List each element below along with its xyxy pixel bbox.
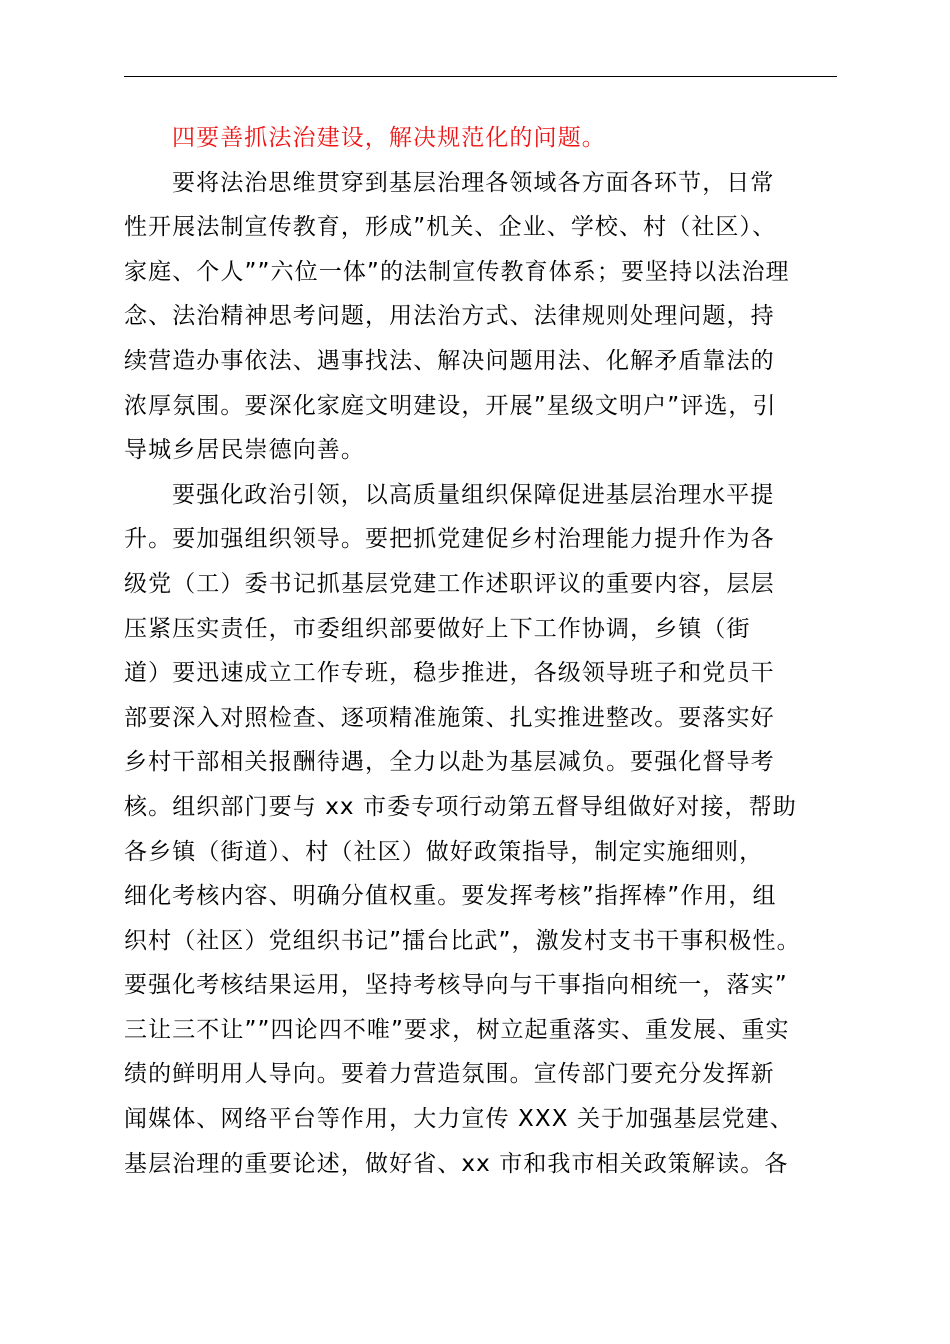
text-line: 性开展法制宣传教育，形成”机关、企业、学校、村（社区）、 bbox=[124, 214, 777, 241]
text-line: 核。组织部门要与 xx 市委专项行动第五督导组做好对接，帮助 bbox=[124, 793, 797, 820]
text-line: 升。要加强组织领导。要把抓党建促乡村治理能力提升作为各 bbox=[124, 526, 775, 553]
text-line: 要强化考核结果运用，坚持考核导向与干事指向相统一，落实” bbox=[124, 972, 788, 999]
text-line: 织村（社区）党组织书记”擂台比武”，激发村支书干事积极性。 bbox=[124, 927, 801, 954]
text-line: 导城乡居民崇德向善。 bbox=[124, 437, 365, 464]
text-line: 乡村干部相关报酬待遇，全力以赴为基层减负。要强化督导考 bbox=[124, 749, 775, 776]
text-line: 部要深入对照检查、逐项精准施策、扎实推进整改。要落实好 bbox=[124, 704, 775, 731]
text-line: 要强化政治引领，以高质量组织保障促进基层治理水平提 bbox=[172, 481, 775, 508]
text-line: 道）要迅速成立工作专班，稳步推进，各级领导班子和党员干 bbox=[124, 660, 775, 687]
document-body bbox=[124, 116, 838, 1186]
text-line: 基层治理的重要论述，做好省、xx 市和我市相关政策解读。各 bbox=[124, 1150, 789, 1177]
text-line: 各乡镇（街道）、村（社区）做好政策指导，制定实施细则， bbox=[124, 838, 764, 865]
text-line: 绩的鲜明用人导向。要着力营造氛围。宣传部门要充分发挥新 bbox=[124, 1061, 775, 1088]
text-line: 闻媒体、网络平台等作用，大力宣传 XXX 关于加强基层党建、 bbox=[124, 1106, 794, 1133]
text-line: 浓厚氛围。要深化家庭文明建设，开展”星级文明户”评选，引 bbox=[124, 392, 777, 419]
text-line: 压紧压实责任，市委组织部要做好上下工作协调，乡镇（街 bbox=[124, 615, 751, 642]
header-rule bbox=[124, 76, 837, 77]
text-line: 续营造办事依法、遇事找法、解决问题用法、化解矛盾靠法的 bbox=[124, 347, 775, 374]
text-line: 细化考核内容、明确分值权重。要发挥考核”指挥棒”作用，组 bbox=[124, 883, 777, 910]
text-line: 念、法治精神思考问题，用法治方式、法律规则处理问题，持 bbox=[124, 303, 775, 330]
text-line: 三让三不让””四论四不唯”要求，树立起重落实、重发展、重实 bbox=[124, 1016, 790, 1043]
text-line: 家庭、个人””六位一体”的法制宣传教育体系；要坚持以法治理 bbox=[124, 258, 790, 285]
section-heading: 四要善抓法治建设，解决规范化的问题。 bbox=[172, 125, 606, 151]
text-line: 级党（工）委书记抓基层党建工作述职评议的重要内容，层层 bbox=[124, 570, 775, 597]
text-line: 要将法治思维贯穿到基层治理各领域各方面各环节，日常 bbox=[172, 169, 775, 196]
